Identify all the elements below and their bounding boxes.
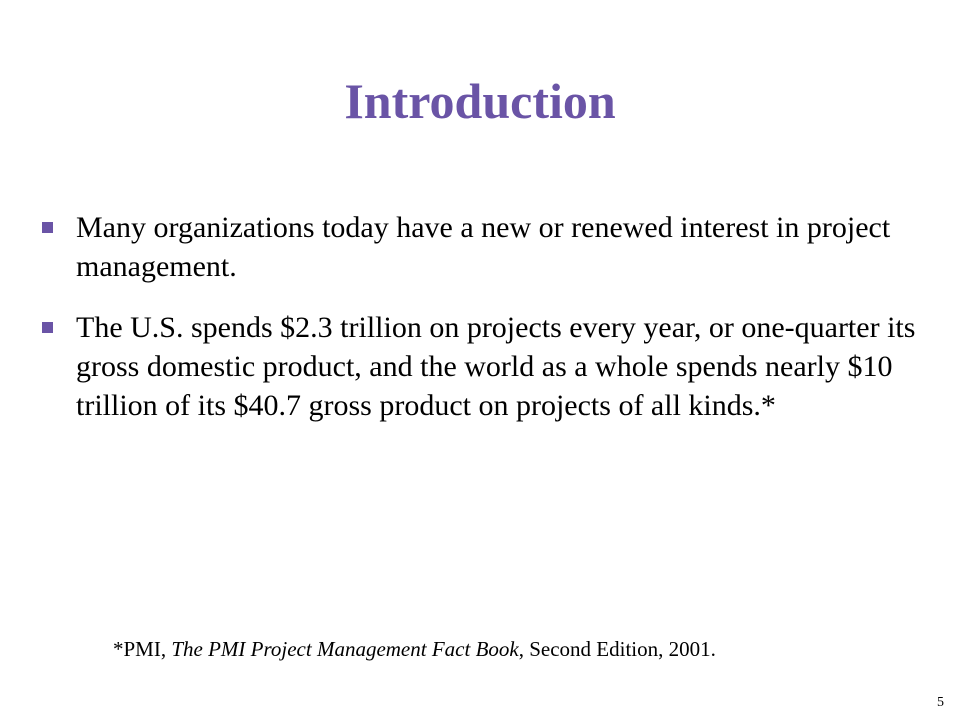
footnote-prefix: *PMI,: [113, 637, 172, 661]
square-bullet-icon: [42, 322, 53, 333]
bullet-list: [38, 208, 918, 447]
bullet-item: [38, 208, 918, 286]
bullet-item: [38, 308, 918, 425]
page-number: 5: [937, 695, 944, 710]
footnote-book-title: The PMI Project Management Fact Book: [171, 637, 519, 661]
square-bullet-icon: [42, 222, 53, 233]
footnote: [113, 634, 913, 664]
bullet-text: The U.S. spends $2.3 trillion on projects every year, or one-quarter its gross domestic product, and the world as a whole spends nearly $10 trillion of its $40.7 gross product on projects of all kinds.*: [76, 311, 916, 422]
bullet-text: Many organizations today have a new or renewed interest in project management.: [76, 211, 891, 283]
slide-title: Introduction: [344, 73, 616, 129]
footnote-suffix: , Second Edition, 2001.: [518, 637, 716, 661]
